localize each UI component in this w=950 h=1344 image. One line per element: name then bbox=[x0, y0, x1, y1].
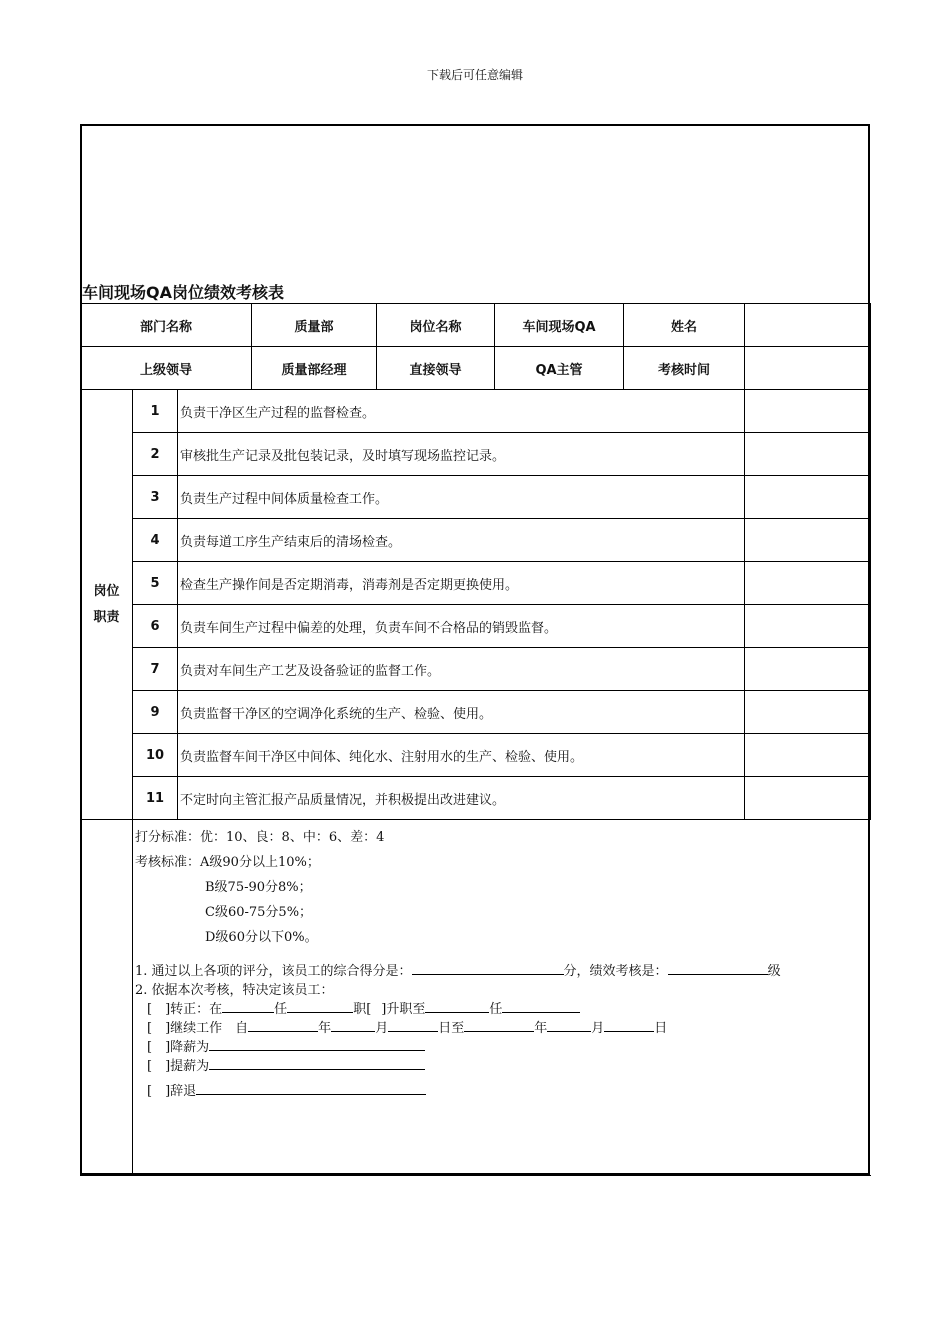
checkbox-bracket[interactable]: [ ] bbox=[147, 1021, 171, 1036]
duty-no: 3 bbox=[133, 476, 178, 519]
duty-no: 11 bbox=[133, 777, 178, 820]
to-day-blank[interactable] bbox=[604, 1019, 654, 1032]
dept-blank[interactable] bbox=[222, 1000, 274, 1013]
duty-row bbox=[81, 519, 871, 562]
checkbox-bracket[interactable]: [ ] bbox=[147, 1040, 171, 1055]
superior-label: 上级领导 bbox=[81, 347, 252, 390]
grade-b: B级75-90分8%； bbox=[205, 880, 312, 895]
duty-row bbox=[81, 648, 871, 691]
duties-side-label bbox=[81, 390, 133, 820]
confirm-label: 转正：在 bbox=[170, 1002, 223, 1017]
direct-leader-value: QA主管 bbox=[495, 347, 624, 390]
evaluation-row bbox=[81, 820, 871, 1176]
criteria-label: 考核标准： bbox=[135, 855, 201, 870]
checkbox-bracket[interactable]: [ ] bbox=[147, 1084, 171, 1099]
duty-no: 5 bbox=[133, 562, 178, 605]
duty-text: 负责生产过程中间体质量检查工作。 bbox=[178, 476, 745, 519]
promote-label: 升职至 bbox=[386, 1002, 426, 1017]
duty-text: 审核批生产记录及批包装记录，及时填写现场监控记录。 bbox=[178, 433, 745, 476]
duty-no: 10 bbox=[133, 734, 178, 777]
day-label: 日 bbox=[654, 1021, 668, 1036]
decision-raise-line bbox=[147, 1055, 425, 1074]
decision-dismiss-line bbox=[147, 1080, 426, 1099]
form-title: 车间现场QA岗位绩效考核表 bbox=[82, 283, 284, 302]
appraisal-time-label: 考核时间 bbox=[624, 347, 745, 390]
duty-no: 7 bbox=[133, 648, 178, 691]
to-year-blank[interactable] bbox=[464, 1019, 534, 1032]
decision-demote-line bbox=[147, 1036, 425, 1055]
decision-intro: 2. 依据本次考核，特决定该员工： bbox=[135, 983, 334, 998]
duty-no: 6 bbox=[133, 605, 178, 648]
day-to-label: 日至 bbox=[438, 1021, 465, 1036]
info-row-2 bbox=[81, 347, 871, 390]
from-day-blank[interactable] bbox=[388, 1019, 438, 1032]
duty-text: 负责每道工序生产结束后的清场检查。 bbox=[178, 519, 745, 562]
total-score-blank[interactable] bbox=[412, 962, 564, 975]
duty-text: 负责监督车间干净区中间体、纯化水、注射用水的生产、检验、使用。 bbox=[178, 734, 745, 777]
duty-score-cell[interactable] bbox=[745, 390, 871, 433]
dismiss-label: 辞退 bbox=[170, 1084, 197, 1099]
duty-row bbox=[81, 777, 871, 820]
duty-row bbox=[81, 433, 871, 476]
duty-text: 负责干净区生产过程的监督检查。 bbox=[178, 390, 745, 433]
checkbox-bracket[interactable]: [ ] bbox=[147, 1059, 171, 1074]
duty-score-cell[interactable] bbox=[745, 605, 871, 648]
checkbox-bracket-close[interactable]: ] bbox=[381, 1002, 387, 1017]
duty-row bbox=[81, 734, 871, 777]
score-summary-line bbox=[135, 960, 781, 979]
confirm-zhi: 职 bbox=[353, 1002, 367, 1017]
grade-d: D级60分以下0%。 bbox=[205, 930, 318, 945]
from-month-blank[interactable] bbox=[331, 1019, 375, 1032]
demote-blank[interactable] bbox=[209, 1038, 425, 1051]
scoring-scale: 打分标准：优：10、良：8、中：6、差：4 bbox=[135, 830, 385, 845]
duty-score-cell[interactable] bbox=[745, 433, 871, 476]
duty-row bbox=[81, 476, 871, 519]
continue-label: 继续工作 自 bbox=[170, 1021, 249, 1036]
evaluation-side-cell bbox=[81, 820, 133, 1176]
score-summary-prefix: 1. 通过以上各项的评分，该员工的综合得分是： bbox=[135, 964, 412, 979]
grade-blank[interactable] bbox=[668, 962, 768, 975]
promote-dept-blank[interactable] bbox=[425, 1000, 489, 1013]
duty-no: 9 bbox=[133, 691, 178, 734]
demote-label: 降薪为 bbox=[170, 1040, 210, 1055]
score-summary-suffix: 级 bbox=[767, 964, 781, 979]
duty-score-cell[interactable] bbox=[745, 519, 871, 562]
decision-continue-line bbox=[147, 1017, 667, 1036]
duty-text: 负责车间生产过程中偏差的处理，负责车间不合格品的销毁监督。 bbox=[178, 605, 745, 648]
direct-leader-label: 直接领导 bbox=[377, 347, 495, 390]
duties-label-line1: 岗位 bbox=[93, 583, 120, 599]
post-value: 车间现场QA bbox=[495, 304, 624, 347]
dept-label: 部门名称 bbox=[81, 304, 252, 347]
duty-text: 负责对车间生产工艺及设备验证的监督工作。 bbox=[178, 648, 745, 691]
duty-score-cell[interactable] bbox=[745, 777, 871, 820]
grade-a: A级90分以上10%； bbox=[200, 855, 320, 870]
duty-no: 2 bbox=[133, 433, 178, 476]
from-year-blank[interactable] bbox=[248, 1019, 318, 1032]
info-row-1 bbox=[81, 304, 871, 347]
month-label: 月 bbox=[375, 1021, 389, 1036]
duty-row bbox=[81, 562, 871, 605]
raise-blank[interactable] bbox=[209, 1057, 425, 1070]
duty-text: 不定时向主管汇报产品质量情况，并积极提出改进建议。 bbox=[178, 777, 745, 820]
to-month-blank[interactable] bbox=[547, 1019, 591, 1032]
duty-no: 1 bbox=[133, 390, 178, 433]
month-label: 月 bbox=[591, 1021, 605, 1036]
duty-text: 检查生产操作间是否定期消毒，消毒剂是否定期更换使用。 bbox=[178, 562, 745, 605]
promote-ren: 任 bbox=[489, 1002, 503, 1017]
checkbox-bracket-open[interactable]: [ bbox=[366, 1002, 372, 1017]
dept-value: 质量部 bbox=[252, 304, 377, 347]
confirm-ren: 任 bbox=[274, 1002, 288, 1017]
name-field[interactable] bbox=[745, 304, 871, 347]
appraisal-table bbox=[80, 303, 871, 1176]
checkbox-bracket[interactable]: [ ] bbox=[147, 1002, 171, 1017]
appraisal-time-field[interactable] bbox=[745, 347, 871, 390]
criteria-line-a bbox=[135, 851, 320, 870]
duty-text: 负责监督干净区的空调净化系统的生产、检验、使用。 bbox=[178, 691, 745, 734]
superior-value: 质量部经理 bbox=[252, 347, 377, 390]
duty-score-cell[interactable] bbox=[745, 476, 871, 519]
name-label: 姓名 bbox=[624, 304, 745, 347]
duty-score-cell[interactable] bbox=[745, 648, 871, 691]
post-blank[interactable] bbox=[287, 1000, 353, 1013]
evaluation-content-cell bbox=[133, 820, 871, 1176]
post-label: 岗位名称 bbox=[377, 304, 495, 347]
duty-row bbox=[81, 691, 871, 734]
duty-score-cell[interactable] bbox=[745, 734, 871, 777]
year-label: 年 bbox=[534, 1021, 548, 1036]
duty-score-cell[interactable] bbox=[745, 562, 871, 605]
score-summary-mid: 分，绩效考核是： bbox=[563, 964, 668, 979]
header-note: 下载后可任意编辑 bbox=[426, 68, 523, 82]
grade-c: C级60-75分5%； bbox=[205, 905, 313, 920]
raise-label: 提薪为 bbox=[170, 1059, 210, 1074]
promote-post-blank[interactable] bbox=[502, 1000, 580, 1013]
year-label: 年 bbox=[318, 1021, 332, 1036]
duties-label-line2: 职责 bbox=[93, 609, 120, 625]
duty-row bbox=[81, 605, 871, 648]
duty-score-cell[interactable] bbox=[745, 691, 871, 734]
dismiss-blank[interactable] bbox=[196, 1082, 426, 1095]
decision-promote-line bbox=[147, 998, 580, 1017]
duty-row bbox=[81, 390, 871, 433]
duty-no: 4 bbox=[133, 519, 178, 562]
